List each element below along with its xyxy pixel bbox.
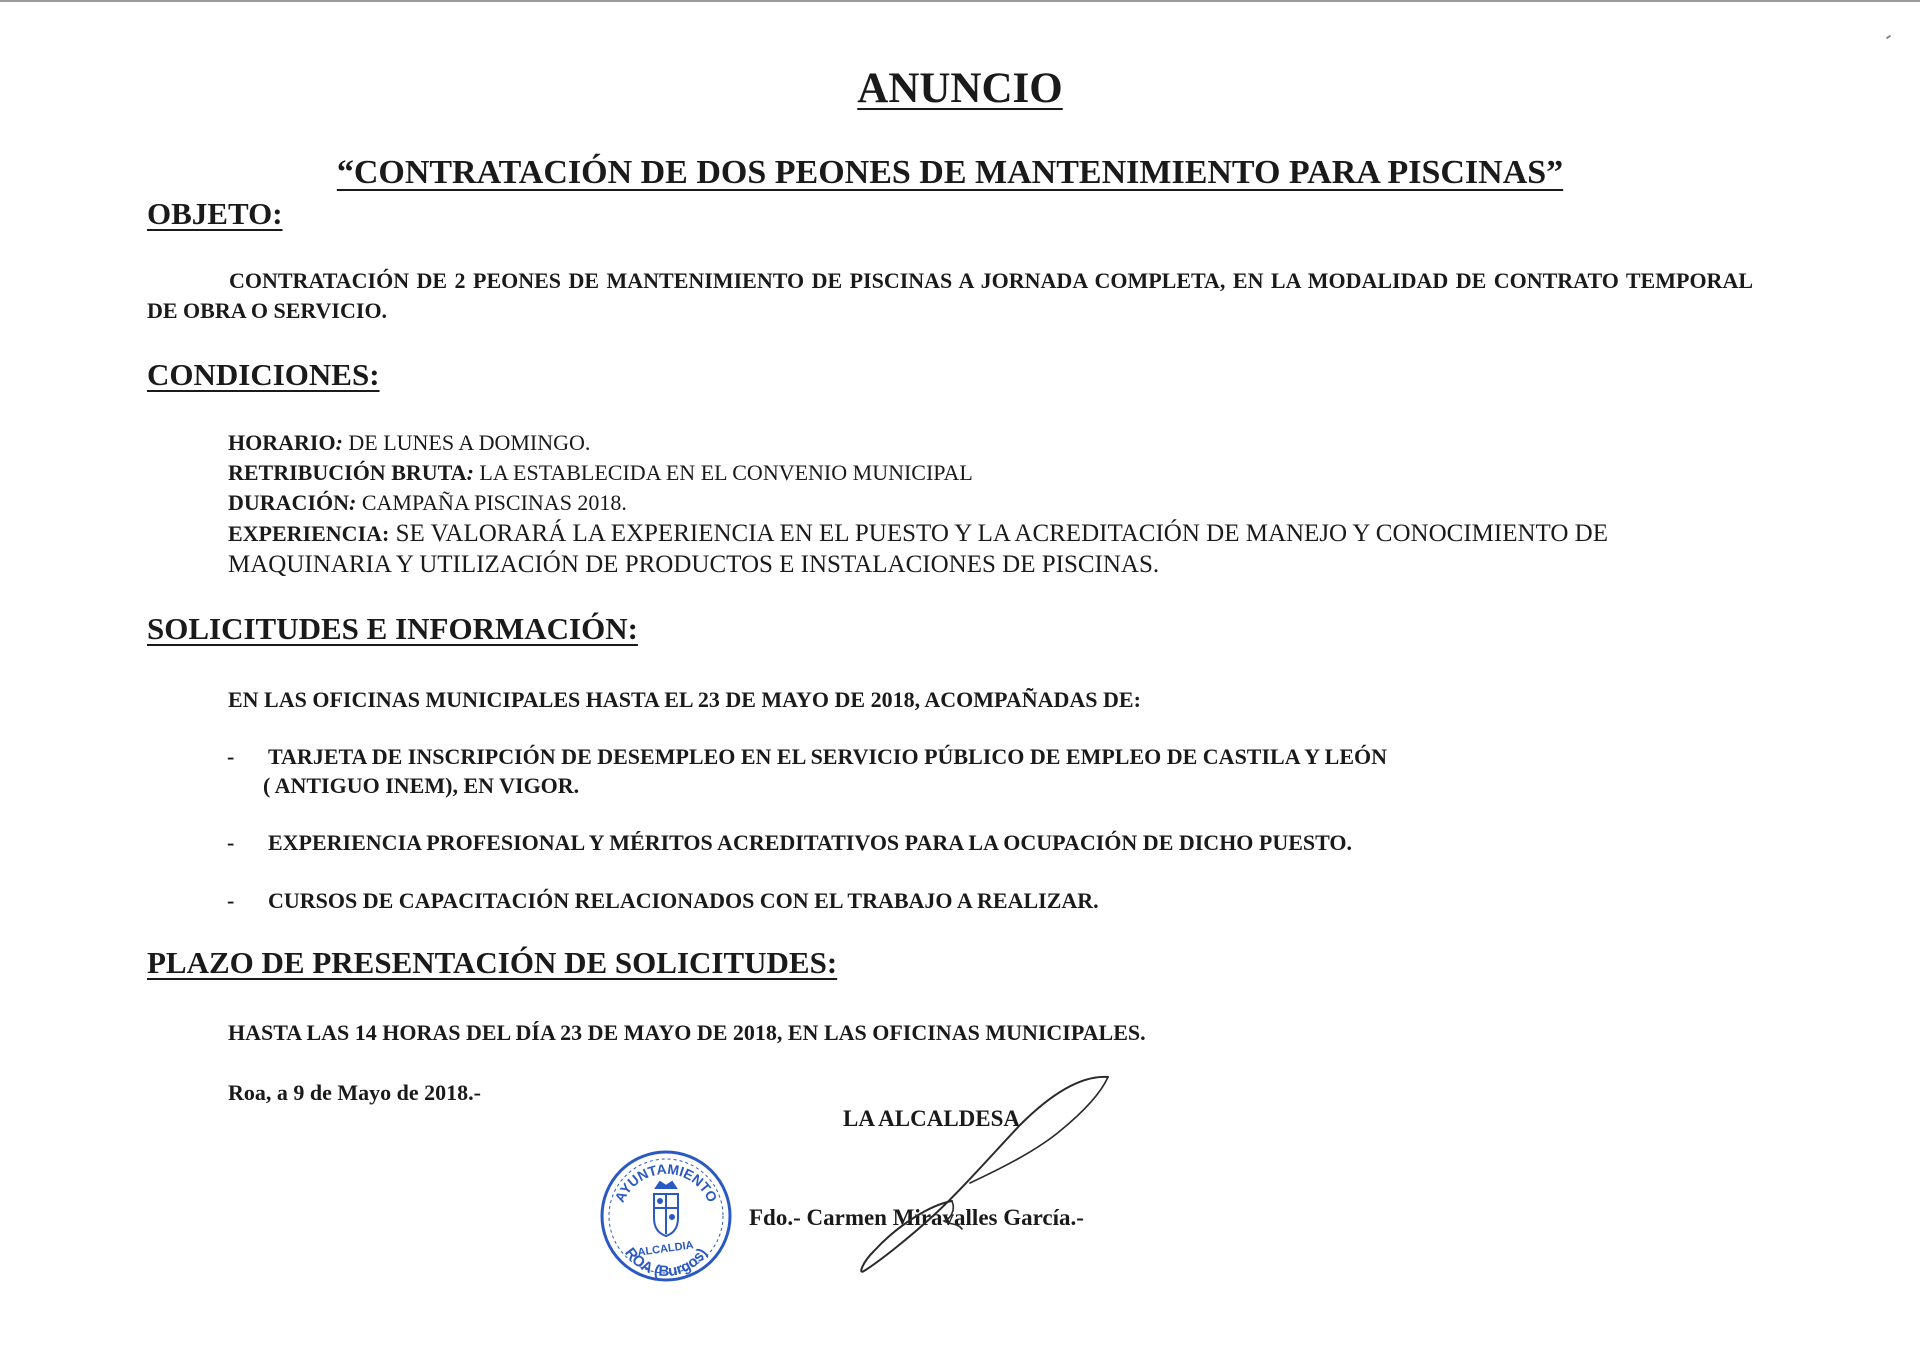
objeto-text: CONTRATACIÓN DE 2 PEONES DE MANTENIMIENTO DE PISCINAS A JORNADA COMPLETA, EN LA MODALIDAD DE CONTRATO TEMPORAL DE OBRA O SERVICIO.: [147, 268, 1753, 323]
signer-name: Fdo.- Carmen Miravalles García.-: [749, 1205, 1084, 1230]
condition-duracion: [228, 488, 627, 518]
condition-horario-label: HORARIO:: [228, 430, 343, 455]
bullet-cursos: CURSOS DE CAPACITACIÓN RELACIONADOS CON EL TRABAJO A REALIZAR.: [268, 888, 1099, 913]
solicitudes-intro: EN LAS OFICINAS MUNICIPALES HASTA EL 23 DE MAYO DE 2018, ACOMPAÑADAS DE:: [228, 687, 1141, 712]
condition-experiencia-value: SE VALORARÁ LA EXPERIENCIA EN EL PUESTO Y LA ACREDITACIÓN DE MANEJO Y CONOCIMIENTO DE MAQUINARIA Y UTILIZACIÓN DE PRODUCTOS E INSTALACIONES DE PISCINAS.: [228, 520, 1608, 578]
bullet-tarjeta-line1: TARJETA DE INSCRIPCIÓN DE DESEMPLEO EN EL SERVICIO PÚBLICO DE EMPLEO DE CASTILA Y LEÓN: [268, 744, 1387, 769]
condition-duracion-label: DURACIÓN:: [228, 490, 357, 515]
condition-retribucion: [228, 458, 973, 488]
stamp-top-text: AYUNTAMIENTO: [611, 1160, 721, 1205]
bullet-marker: -: [227, 744, 235, 769]
bullet-marker: -: [227, 830, 235, 855]
bullet-tarjeta-line2: ( ANTIGUO INEM), EN VIGOR.: [263, 773, 580, 798]
condition-horario-value: DE LUNES A DOMINGO.: [342, 430, 591, 455]
notice-subtitle: “CONTRATACIÓN DE DOS PEONES DE MANTENIMIENTO PARA PISCINAS”: [336, 154, 1564, 191]
place-and-date: Roa, a 9 de Mayo de 2018.-: [228, 1080, 481, 1105]
stamp-bottom-text: ROA (Burgos): [621, 1244, 711, 1281]
handwritten-signature: [850, 1065, 1120, 1285]
scan-edge-line: [0, 0, 1920, 2]
condition-retribucion-value: LA ESTABLECIDA EN EL CONVENIO MUNICIPAL: [473, 460, 973, 485]
section-heading-condiciones: CONDICIONES:: [147, 357, 380, 392]
stamp-middle-text: ALCALDIA: [636, 1239, 695, 1259]
section-heading-plazo: PLAZO DE PRESENTACIÓN DE SOLICITUDES:: [147, 945, 838, 980]
coat-of-arms-icon: [654, 1182, 678, 1236]
official-stamp: [598, 1148, 734, 1284]
condition-retribucion-label: RETRIBUCIÓN BRUTA:: [228, 460, 474, 485]
condition-experiencia: [228, 518, 1758, 580]
bullet-marker: -: [227, 888, 235, 913]
condition-experiencia-label: EXPERIENCIA:: [228, 521, 390, 546]
notice-title: ANUNCIO: [857, 65, 1063, 112]
condition-duracion-value: CAMPAÑA PISCINAS 2018.: [356, 490, 627, 515]
section-heading-solicitudes: SOLICITUDES E INFORMACIÓN:: [147, 611, 638, 646]
plazo-text: HASTA LAS 14 HORAS DEL DÍA 23 DE MAYO DE 2018, EN LAS OFICINAS MUNICIPALES.: [228, 1020, 1146, 1045]
section-heading-objeto: OBJETO:: [147, 196, 283, 231]
signer-title: LA ALCALDESA: [843, 1106, 1021, 1131]
bullet-experiencia: EXPERIENCIA PROFESIONAL Y MÉRITOS ACREDITATIVOS PARA LA OCUPACIÓN DE DICHO PUESTO.: [268, 830, 1353, 855]
scan-speck: [1886, 35, 1891, 40]
condition-horario: [228, 428, 590, 458]
